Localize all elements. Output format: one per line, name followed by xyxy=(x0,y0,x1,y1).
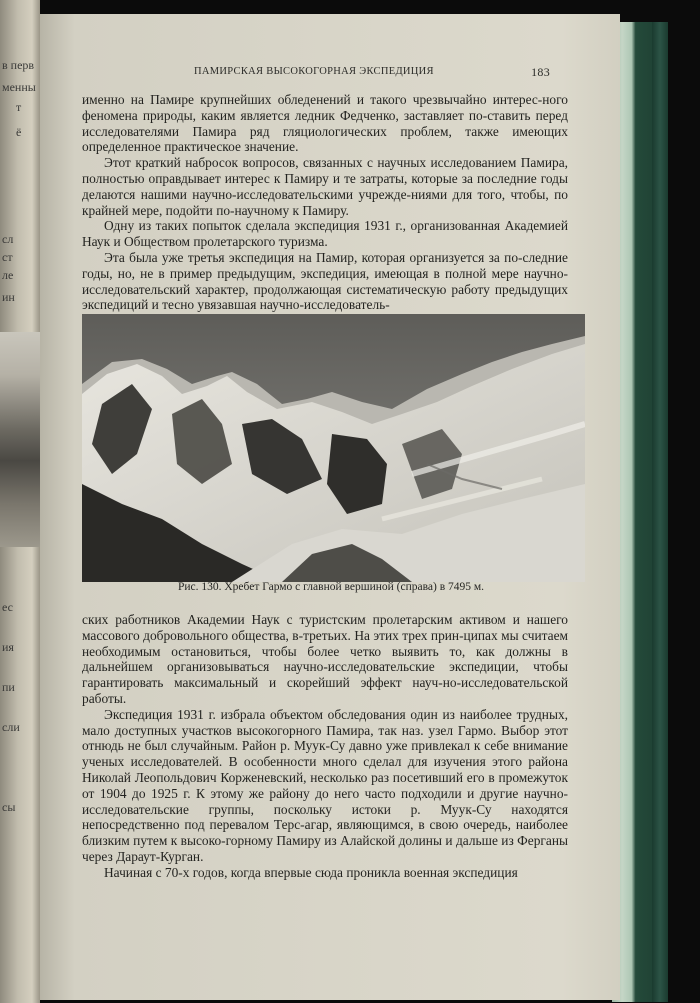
running-header xyxy=(142,62,620,82)
edge-photo xyxy=(0,332,40,547)
edge-fragment: пи xyxy=(2,680,15,694)
mountain-photo xyxy=(82,314,585,582)
paragraph: Начиная с 70-х годов, когда впервые сюда проникла военная экспедиция xyxy=(104,864,518,880)
book-page xyxy=(40,14,620,1000)
edge-fragment: ле xyxy=(2,268,14,282)
edge-fragment: ия xyxy=(2,640,14,654)
edge-fragment: ё xyxy=(16,125,22,139)
paragraph: ских работников Академии Наук с туристским пролетарским активом и нашего массового добровольного общества, в-третьих. На этих трех прин-ципах мы считаем необходимым остановиться, чтобы более четко выявить то, как должны в дальнейшем организовываться научно-исследовательские экспедиции, чтобы гарантировать максимальный и скорейший эффект науч-но-исследовательской работы. xyxy=(82,612,568,706)
text-block-top xyxy=(82,92,568,313)
edge-fragment: в перв xyxy=(2,58,35,72)
edge-fragment: сы xyxy=(2,800,16,814)
paragraph: Этот краткий набросок вопросов, связанных с научных исследованием Памира, полностью оправдывает интерес к Памиру и те затраты, которые за последние годы делаются нашими научно-исследовательскими учрежде-ниями для того, чтобы, по крайней мере, подойти по-научному к Памиру. xyxy=(82,155,568,218)
mountain-photo-illustration xyxy=(82,314,585,582)
previous-page-edge xyxy=(0,0,40,1003)
edge-fragment: ес xyxy=(2,600,13,614)
book-cover-edge xyxy=(612,22,668,1002)
edge-fragment: сли xyxy=(2,720,20,734)
text-block-bottom xyxy=(82,612,568,881)
paragraph: именно на Памире крупнейших обледенений и такого чрезвычайно интерес-ного феномена природы, каким является ледник Федченко, заставляет по-ставить перед исследователями Памира ряд гляциологических проблем, также имеющих определенное практическое значение. xyxy=(82,92,568,155)
edge-fragment: сл xyxy=(2,232,14,246)
paragraph: Экспедиция 1931 г. избрала объектом обследования один из наиболее трудных, мало доступных участков высокогорного Памира, так наз. узел Гармо. Выбор этот отнюдь не был случайным. Район р. Муук-Су давно уже привлекал к себе внимание ученых исследователей. В особенности много сделал для изучения этого района Николай Леопольдович Корженевский, несколько раз посетивший его в промежуток от 1904 до 1925 г. К этому же району до него часто подходили и другие научно-исследовательские группы, поскольку истоки р. Муук-Су находятся непосредственно под перевалом Терс-агар, являющимся, в свою очередь, наиболее близким путем к высоко-горному Памиру из Алайской долины и дальше из Ферганы через Дараут-Курган. xyxy=(82,706,568,864)
paragraph: Одну из таких попыток сделала экспедиция 1931 г., организованная Академией Наук и Обществом пролетарского туризма. xyxy=(82,218,568,250)
running-title: ПАМИРСКАЯ ВЫСОКОГОРНАЯ ЭКСПЕДИЦИЯ xyxy=(194,66,434,77)
page-number: 183 xyxy=(531,65,550,79)
edge-fragment: ст xyxy=(2,250,13,264)
figure-caption: Рис. 130. Хребет Гармо с главной вершиной (справа) в 7495 м. xyxy=(177,581,485,593)
book-spine xyxy=(652,22,668,1002)
paragraph: Эта была уже третья экспедиция на Памир, которая организуется за по-следние годы, но, не в пример предыдущим, экспедиция, имеющая в полной мере научно-исследовательский характер, продолжающая систематическую работу предыдущих экспедиций и тесно увязавшая научно-исследователь- xyxy=(82,249,568,313)
edge-fragment: ин xyxy=(2,290,15,304)
edge-fragment: т xyxy=(16,100,22,114)
edge-fragment: менны xyxy=(2,80,36,94)
